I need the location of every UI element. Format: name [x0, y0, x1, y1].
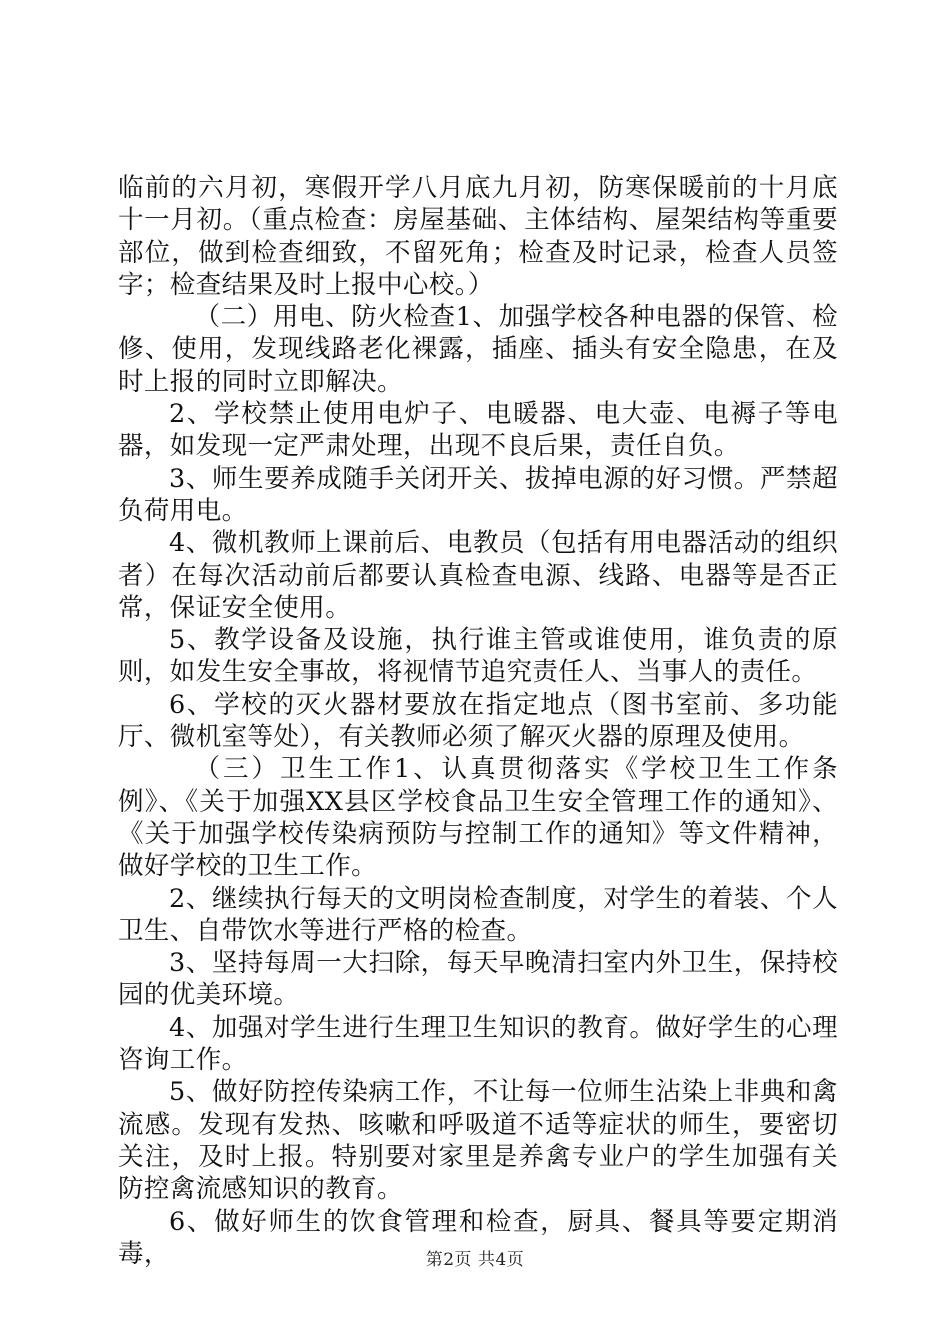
- document-body: [118, 172, 838, 1270]
- paragraph-item-4: 4、微机教师上课前后、电教员（包括有用电器活动的组织者）在每次活动前后都要认真检查电源、线路、电器等是否正常，保证安全使用。: [118, 528, 838, 623]
- paragraph-section-2-heading: （二）用电、防火检查1、加强学校各种电器的保管、检修、使用，发现线路老化裸露，插座、插头有安全隐患，在及时上报的同时立即解决。: [118, 302, 838, 397]
- paragraph-item-3: 3、师生要养成随手关闭开关、拔掉电源的好习惯。严禁超负荷用电。: [118, 463, 838, 526]
- page-number-footer: 第2页 共4页: [425, 1250, 525, 1270]
- paragraph-item-5: 5、教学设备及设施，执行谁主管或谁使用，谁负责的原则，如发生安全事故，将视情节追究责任人、当事人的责任。: [118, 625, 838, 688]
- paragraph-item-6: 6、学校的灭火器材要放在指定地点（图书室前、多功能厅、微机室等处），有关教师必须了解灭火器的原理及使用。: [118, 689, 838, 753]
- paragraph-continuation: 临前的六月初，寒假开学八月底九月初，防寒保暖前的十月底十一月初。（重点检查：房屋基础、主体结构、屋架结构等重要部位，做到检查细致，不留死角；检查及时记录，检查人员签字；检查结果及时上报中心校。）: [118, 173, 838, 300]
- paragraph-hygiene-item-6: 6、做好师生的饮食管理和检查，厨具、餐具等要定期消毒，: [118, 1206, 838, 1269]
- paragraph-hygiene-item-5: 5、做好防控传染病工作，不让每一位师生沾染上非典和禽流感。发现有发热、咳嗽和呼吸道不适等症状的师生，要密切关注，及时上报。特别要对家里是养禽专业户的学生加强有关防控禽流感知识的教育。: [118, 1077, 838, 1205]
- paragraph-section-3-heading: （三）卫生工作1、认真贯彻落实《学校卫生工作条例》、《关于加强XX县区学校食品卫生安全管理工作的通知》、《关于加强学校传染病预防与控制工作的通知》等文件精神，做好学校的卫生工作。: [118, 754, 838, 882]
- paragraph-hygiene-item-3: 3、坚持每周一大扫除，每天早晚清扫室内外卫生，保持校园的优美环境。: [118, 948, 838, 1011]
- paragraph-hygiene-item-4: 4、加强对学生进行生理卫生知识的教育。做好学生的心理咨询工作。: [118, 1012, 838, 1076]
- paragraph-item-2: 2、学校禁止使用电炉子、电暖器、电大壶、电褥子等电器，如发现一定严肃处理，出现不良后果，责任自负。: [118, 399, 838, 462]
- paragraph-hygiene-item-2: 2、继续执行每天的文明岗检查制度，对学生的着装、个人卫生、自带饮水等进行严格的检查。: [118, 883, 838, 946]
